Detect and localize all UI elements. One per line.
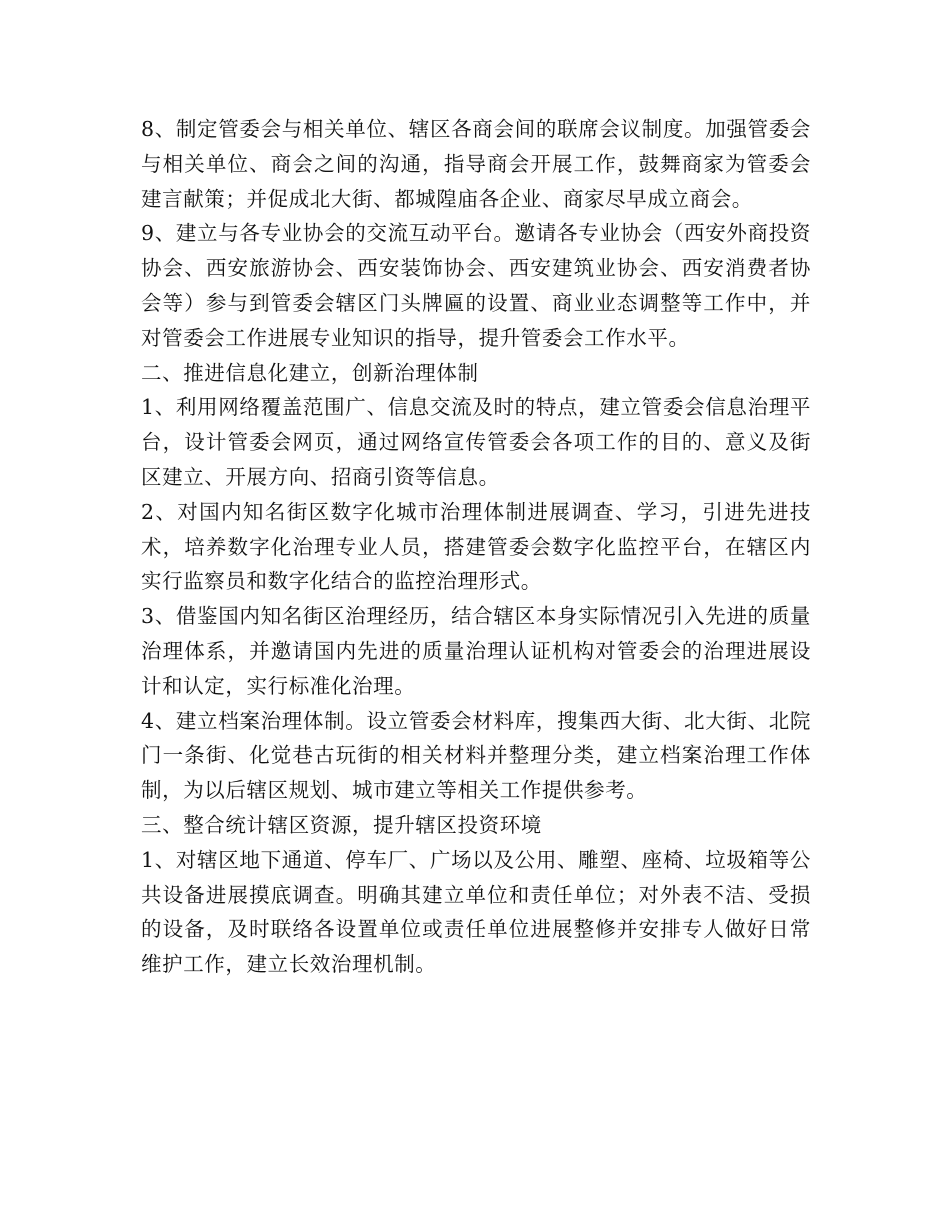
paragraph-section2-item-2: 2、对国内知名街区数字化城市治理体制进展调查、学习，引进先进技术，培养数字化治理专业人员，搭建管委会数字化监控平台，在辖区内实行监察员和数字化结合的监控治理形式。	[141, 499, 811, 594]
paragraph-section2-item-1: 1、利用网络覆盖范围广、信息交流及时的特点，建立管委会信息治理平台，设计管委会网页，通过网络宣传管委会各项工作的目的、意义及街区建立、开展方向、招商引资等信息。	[141, 395, 811, 489]
paragraph-section3-item-1: 1、对辖区地下通道、停车厂、广场以及公用、雕塑、座椅、垃圾箱等公共设备进展摸底调查。明确其建立单位和责任单位；对外表不洁、受损的设备，及时联络各设置单位或责任单位进展整修并安排专人做好日常维护工作，建立长效治理机制。	[141, 847, 811, 977]
section-heading-2: 二、推进信息化建立，创新治理体制	[141, 360, 479, 385]
paragraph-item-8: 8、制定管委会与相关单位、辖区各商会间的联席会议制度。加强管委会与相关单位、商会之间的沟通，指导商会开展工作，鼓舞商家为管委会建言献策；并促成北大街、都城隍庙各企业、商家尽早成立商会。	[141, 117, 811, 211]
document-body	[141, 112, 811, 982]
paragraph-section2-item-3: 3、借鉴国内知名街区治理经历，结合辖区本身实际情况引入先进的质量治理体系，并邀请国内先进的质量治理认证机构对管委会的治理进展设计和认定，实行标准化治理。	[141, 604, 811, 698]
paragraph-item-9: 9、建立与各专业协会的交流互动平台。邀请各专业协会（西安外商投资协会、西安旅游协会、西安装饰协会、西安建筑业协会、西安消费者协会等）参与到管委会辖区门头牌匾的设置、商业业态调整等工作中，并对管委会工作进展专业知识的指导，提升管委会工作水平。	[141, 221, 811, 350]
section-heading-3: 三、整合统计辖区资源，提升辖区投资环境	[141, 812, 542, 837]
paragraph-section2-item-4: 4、建立档案治理体制。设立管委会材料库，搜集西大街、北大街、北院门一条街、化觉巷古玩街的相关材料并整理分类，建立档案治理工作体制，为以后辖区规划、城市建立等相关工作提供参考。	[141, 708, 811, 803]
